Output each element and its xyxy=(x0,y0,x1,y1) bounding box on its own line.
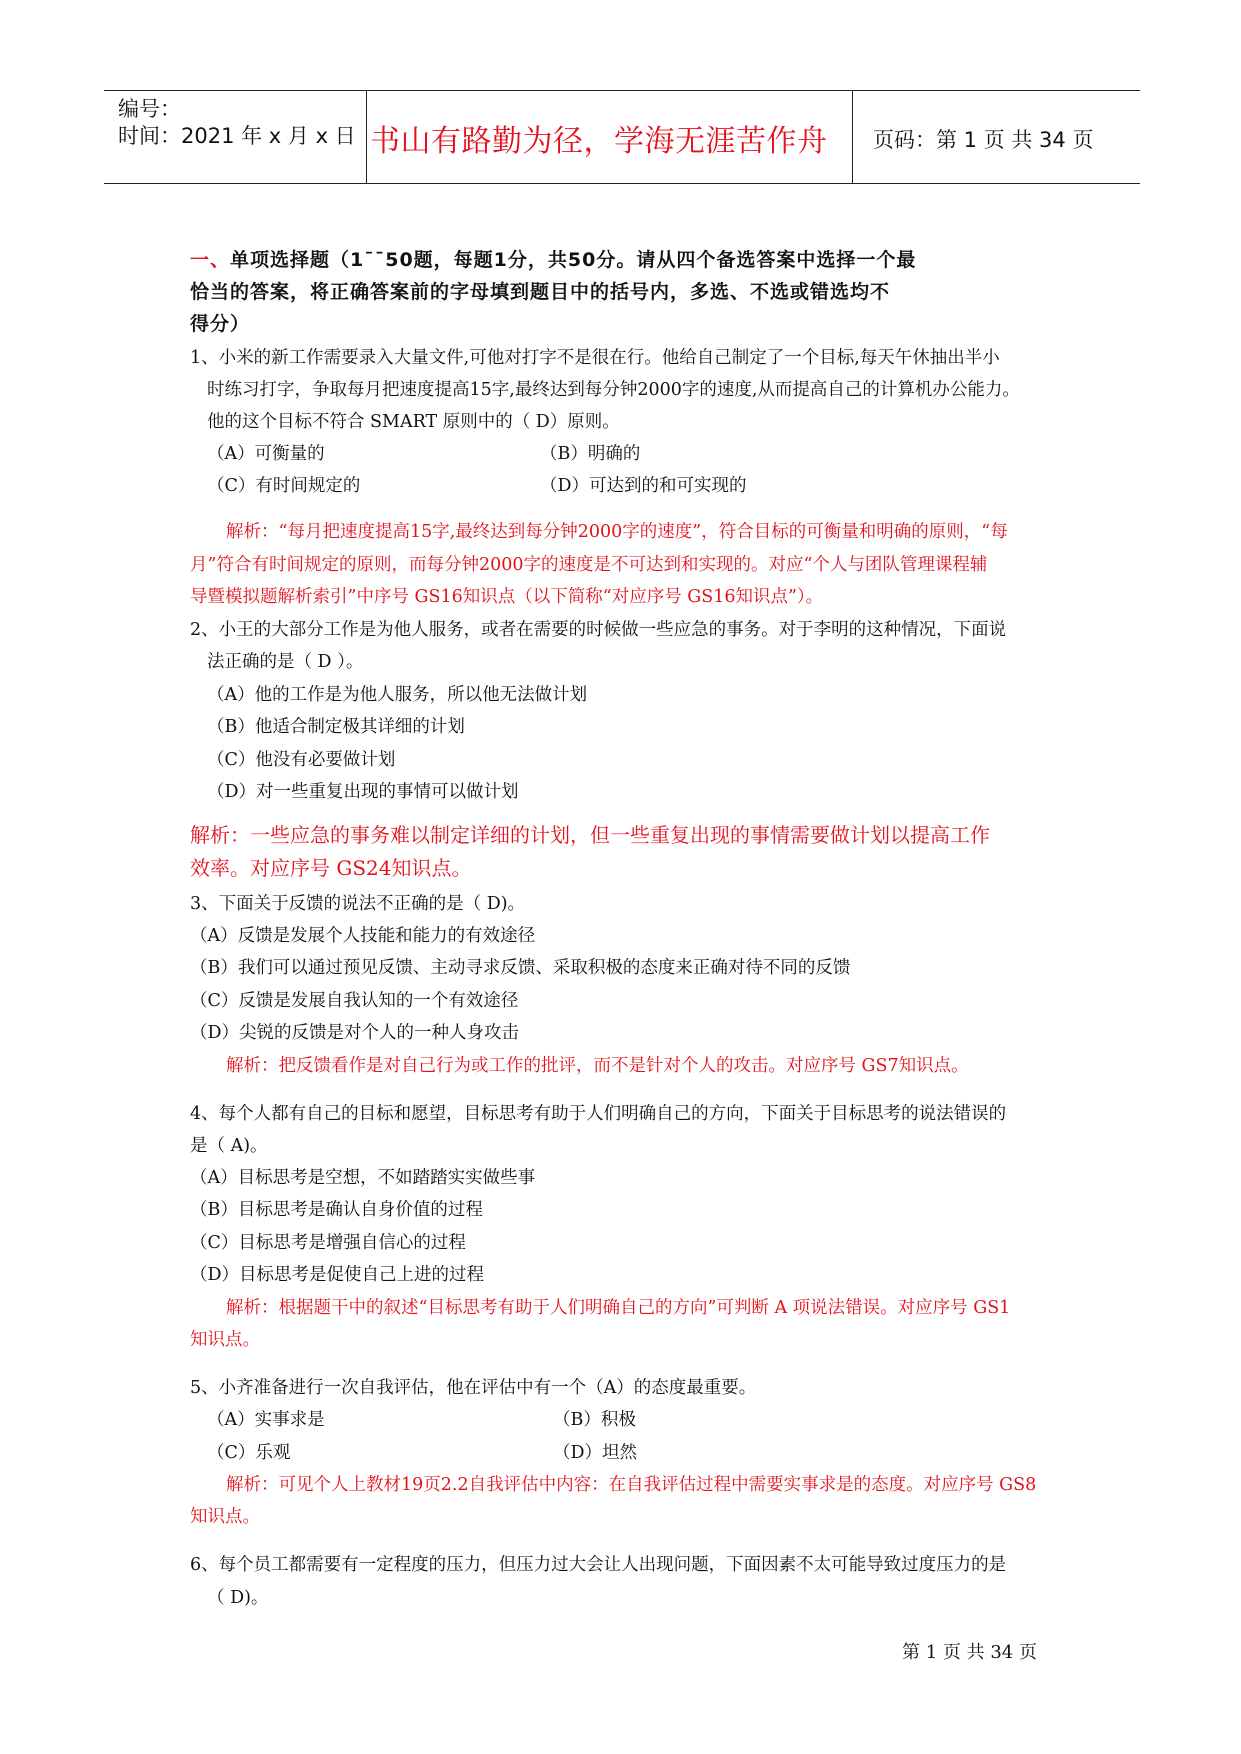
question-text: 4、每个人都有自己的目标和愿望，目标思考有助于人们明确自己的方向，下面关于目标思考的说法错误的 xyxy=(190,1104,1007,1124)
option: （D）坦然 xyxy=(553,1443,638,1463)
option: （A）反馈是发展个人技能和能力的有效途径 xyxy=(190,926,536,946)
question-text: 1、小米的新工作需要录入大量文件,可他对打字不是很在行。他给自己制定了一个目标,每天午休抽出半小 xyxy=(190,348,1000,368)
header-motto: 书山有路勤为径，学海无涯苦作舟 xyxy=(370,124,828,159)
question-text: （ D)。 xyxy=(207,1588,269,1608)
question-text: 5、小齐准备进行一次自我评估，他在评估中有一个（A）的态度最重要。 xyxy=(190,1378,757,1398)
question-text: 法正确的是（ D ）。 xyxy=(207,652,364,672)
explanation: 解析：可见个人上教材19页2.2自我评估中内容：在自我评估过程中需要实事求是的态度。对应序号 GS8 xyxy=(226,1475,1037,1495)
option: （D）对一些重复出现的事情可以做计划 xyxy=(207,782,519,802)
option: （A）可衡量的 xyxy=(207,444,325,464)
section-title-line: 恰当的答案，将正确答案前的字母填到题目中的括号内，多选、不选或错选均不 xyxy=(190,281,891,303)
option: （C）反馈是发展自我认知的一个有效途径 xyxy=(190,991,519,1011)
option: （D）目标思考是促使自己上进的过程 xyxy=(190,1265,485,1285)
header-divider xyxy=(852,91,853,183)
explanation: 知识点。 xyxy=(190,1507,260,1527)
option: （C）他没有必要做计划 xyxy=(207,750,396,770)
option: （A）目标思考是空想，不如踏踏实实做些事 xyxy=(190,1168,536,1188)
explanation: 解析：把反馈看作是对自己行为或工作的批评，而不是针对个人的攻击。对应序号 GS7知识点。 xyxy=(226,1056,969,1076)
section-title-line: 得分） xyxy=(190,313,251,335)
explanation: 知识点。 xyxy=(190,1330,260,1350)
option: （B）他适合制定极其详细的计划 xyxy=(207,717,465,737)
question-text: 6、每个员工都需要有一定程度的压力，但压力过大会让人出现问题，下面因素不太可能导致过度压力的是 xyxy=(190,1555,1007,1575)
header-page: 页码：第 1 页 共 34 页 xyxy=(873,128,1094,152)
explanation: 解析：根据题干中的叙述“目标思考有助于人们明确自己的方向”可判断 A 项说法错误。对应序号 GS1 xyxy=(226,1298,1011,1318)
section-marker: 一、 xyxy=(190,249,231,271)
question-text: 2、小王的大部分工作是为他人服务，或者在需要的时候做一些应急的事务。对于李明的这种情况，下面说 xyxy=(190,620,1007,640)
explanation: 月”符合有时间规定的原则，而每分钟2000字的速度是不可达到和实现的。对应“个人与团队管理课程辅 xyxy=(190,555,988,575)
option: （C）有时间规定的 xyxy=(207,476,361,496)
question-text: 3、下面关于反馈的说法不正确的是（ D)。 xyxy=(190,894,526,914)
option: （C）目标思考是增强自信心的过程 xyxy=(190,1233,466,1253)
option: （B）我们可以通过预见反馈、主动寻求反馈、采取积极的态度来正确对待不同的反馈 xyxy=(190,958,851,978)
option: （B）积极 xyxy=(553,1410,636,1430)
question-text: 他的这个目标不符合 SMART 原则中的（ D）原则。 xyxy=(207,412,620,432)
header-divider xyxy=(366,91,367,183)
question-text: 是（ A)。 xyxy=(190,1136,268,1156)
explanation: 导暨模拟题解析索引”中序号 GS16知识点（以下简称“对应序号 GS16知识点”）。 xyxy=(190,587,824,607)
question-text: 时练习打字，争取每月把速度提高15字,最终达到每分钟2000字的速度,从而提高自己的计算机办公能力。 xyxy=(207,380,1020,400)
page-footer: 第 1 页 共 34 页 xyxy=(902,1642,1037,1663)
option: （B）明确的 xyxy=(540,444,641,464)
option: （C）乐观 xyxy=(207,1443,291,1463)
option: （A）实事求是 xyxy=(207,1410,325,1430)
header-time: 时间：2021 年 x 月 x 日 xyxy=(118,124,356,148)
option: （D）可达到的和可实现的 xyxy=(540,476,747,496)
explanation: 效率。对应序号 GS24知识点。 xyxy=(190,856,472,880)
explanation: 解析：“每月把速度提高15字,最终达到每分钟2000字的速度”，符合目标的可衡量和明确的原则，“每 xyxy=(226,522,1008,542)
option: （A）他的工作是为他人服务，所以他无法做计划 xyxy=(207,685,588,705)
option: （D）尖锐的反馈是对个人的一种人身攻击 xyxy=(190,1023,520,1043)
section-title-line: 单项选择题（1¯¯50题，每题1分，共50分。请从四个备选答案中选择一个最 xyxy=(230,249,917,271)
header-number: 编号： xyxy=(118,97,181,121)
option: （B）目标思考是确认自身价值的过程 xyxy=(190,1200,483,1220)
section-title xyxy=(190,244,1070,340)
explanation: 解析：一些应急的事务难以制定详细的计划，但一些重复出现的事情需要做计划以提高工作 xyxy=(190,823,990,847)
